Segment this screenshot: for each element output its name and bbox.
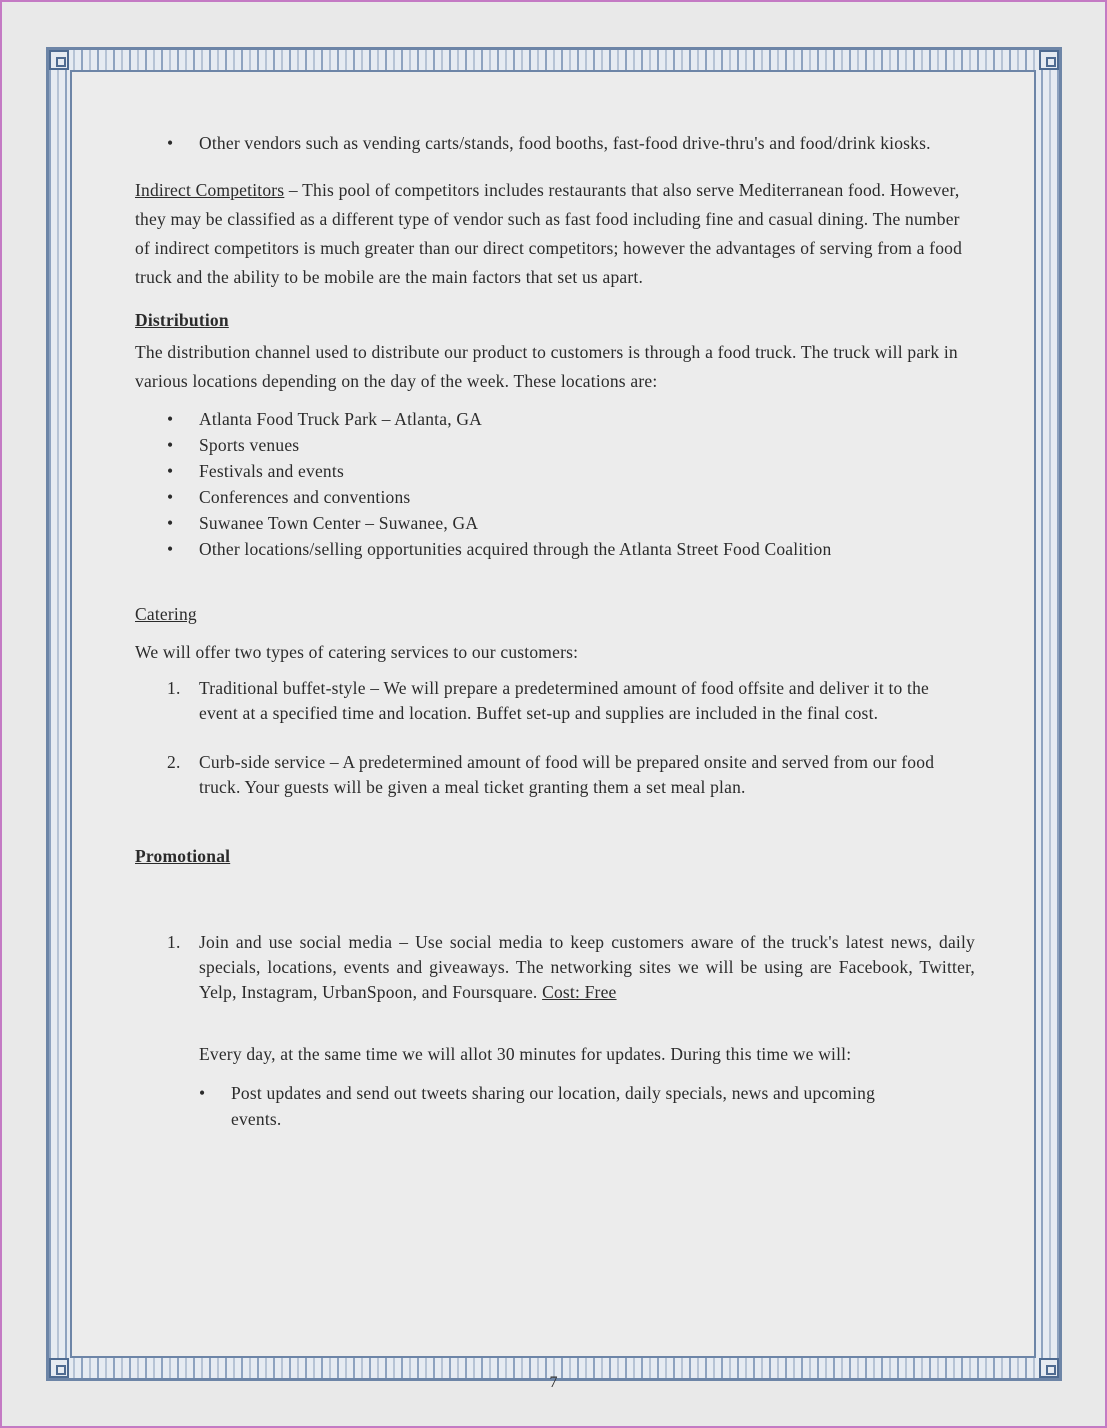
daily-updates-paragraph: Every day, at the same time we will allot 30 minutes for updates. During this time we will: [199,1044,852,1064]
indirect-competitors-paragraph [135,176,975,292]
catering-list [135,676,975,800]
catering-intro: We will offer two types of catering services to our customers: [135,642,579,662]
list-item: • Sports venues [135,432,975,458]
indirect-competitors-label: Indirect Competitors [135,180,285,200]
locations-list [135,406,975,562]
list-item: • Other locations/selling opportunities acquired through the Atlanta Street Food Coalition [135,536,975,562]
list-item: • Atlanta Food Truck Park – Atlanta, GA [135,406,975,432]
distribution-heading: Distribution [135,310,229,330]
indirect-competitors-text: – This pool of competitors includes restaurants that also serve Mediterranean food. However, they may be classified as a different type of vendor such as fast food including fine and casual dining. The number of indirect competitors is much greater than our direct competitors; however the advantages of serving from a food truck and the ability to be mobile are the main factors that set us apart. [135,180,963,287]
daily-updates-list [135,1080,975,1132]
list-item: • Conferences and conventions [135,484,975,510]
list-item-text: Traditional buffet-style – We will prepare a predetermined amount of food offsite and deliver it to the event at a specified time and location. Buffet set-up and supplies are included in the final cost. [199,678,930,723]
document-content [135,130,975,1132]
list-item [135,930,975,1005]
distribution-paragraph: The distribution channel used to distribute our product to customers is through a food truck. The truck will park in various locations depending on the day of the week. These locations are: [135,342,958,391]
list-item [135,750,945,800]
list-item: • Suwanee Town Center – Suwanee, GA [135,510,975,536]
competitor-bullet-list [135,130,975,156]
promotional-list [135,930,975,1005]
list-item: • Festivals and events [135,458,975,484]
list-item [135,676,945,726]
catering-heading: Catering [135,604,197,624]
border-corner-ornament [49,50,69,70]
promotional-heading: Promotional [135,846,231,866]
list-item-text: Join and use social media – Use social media to keep customers aware of the truck's latest news, daily specials, locations, events and giveaways. The networking sites we will be using are Facebook, Twitter, Yelp, Instagram, UrbanSpoon, and Foursquare. [199,932,975,1002]
list-number: 1. [167,678,181,698]
list-number: 2. [167,752,181,772]
list-number: 1. [167,932,181,952]
page-number: 7 [549,1374,558,1391]
list-item: • Post updates and send out tweets sharing our location, daily specials, news and upcoming events. [167,1080,915,1132]
list-item: • Other vendors such as vending carts/stands, food booths, fast-food drive-thru's and food/drink kiosks. [135,130,975,156]
list-item-text: Curb-side service – A predetermined amount of food will be prepared onsite and served from our food truck. Your guests will be given a meal ticket granting them a set meal plan. [199,752,935,797]
border-corner-ornament [1039,50,1059,70]
cost-label: Cost: Free [542,982,617,1002]
